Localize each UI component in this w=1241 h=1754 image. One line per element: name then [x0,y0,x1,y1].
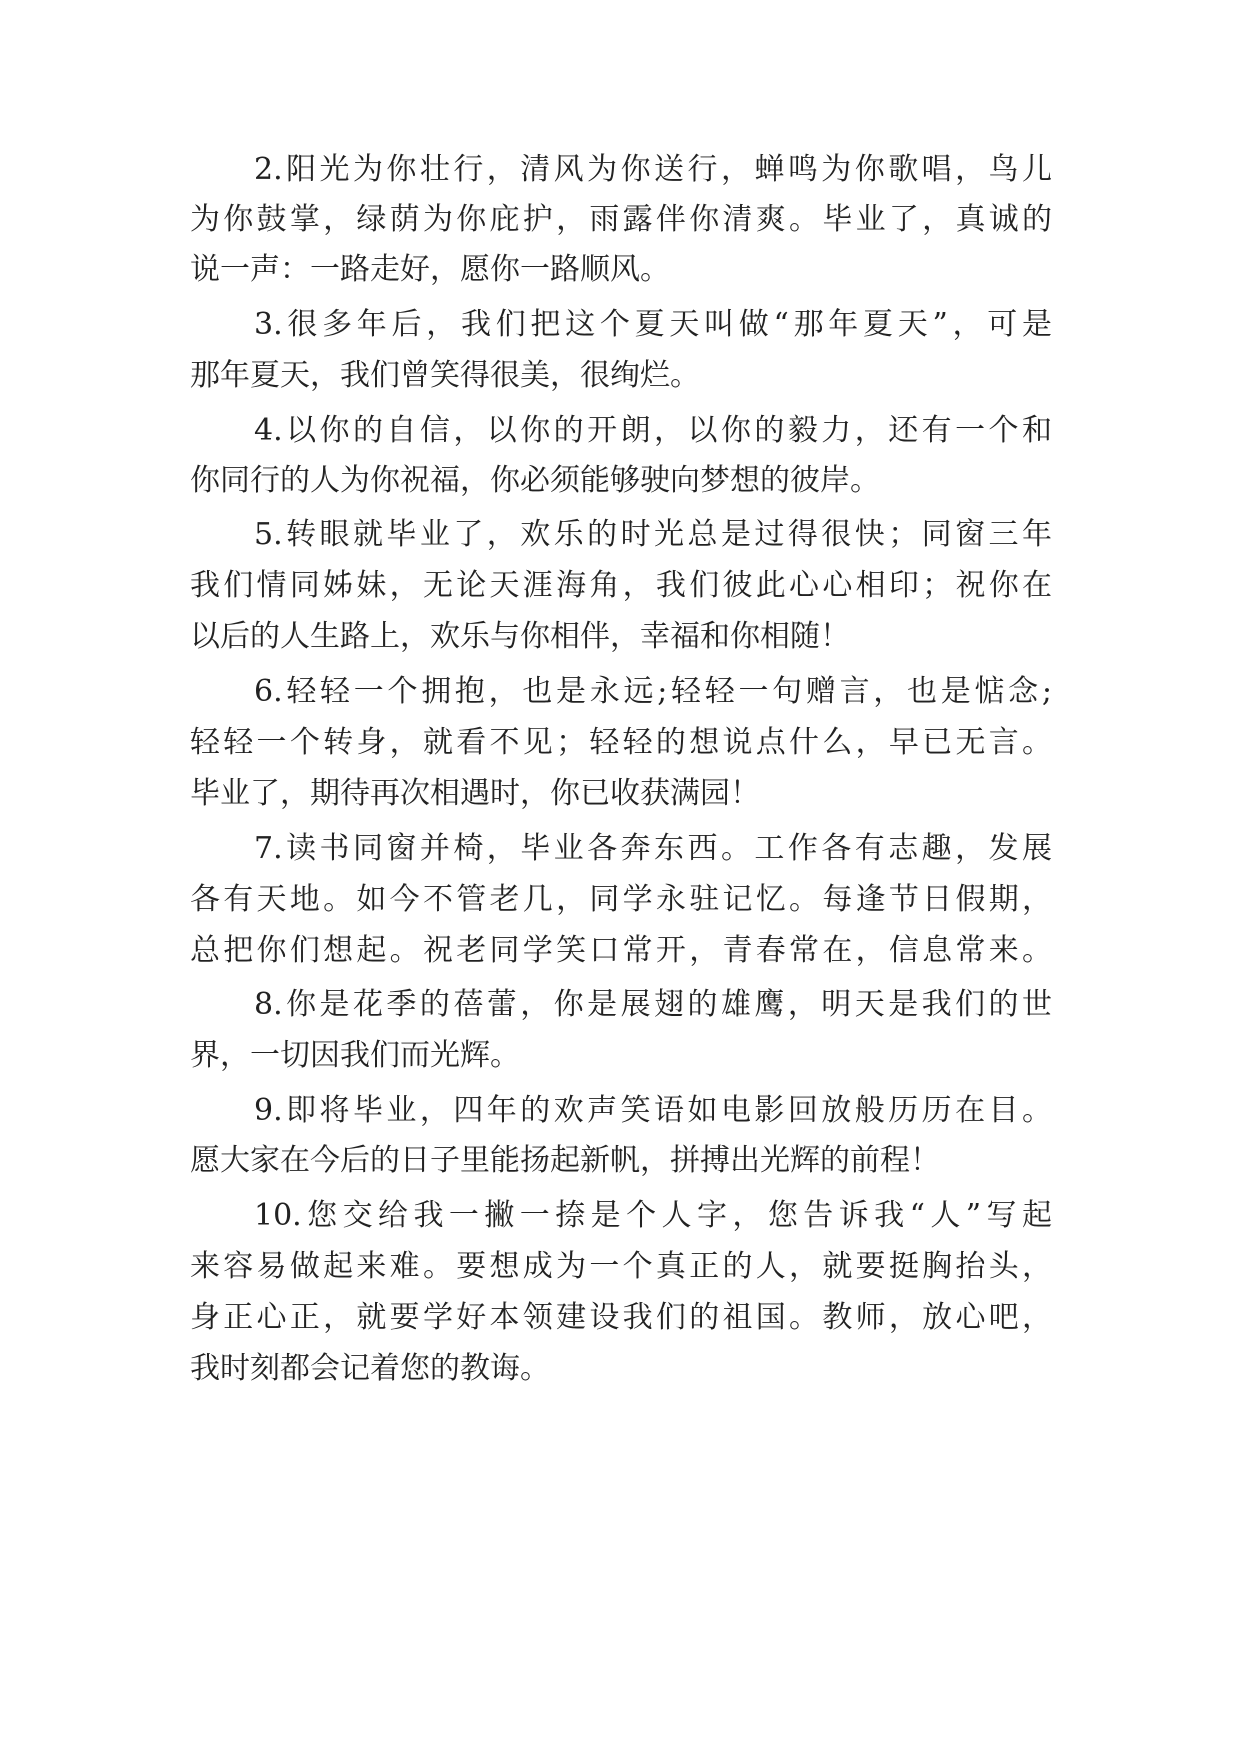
paragraph-6-line-3: 毕业了，期待再次相遇时，你已收获满园！ [190,776,760,811]
paragraph-5-line-1: 5.转眼就毕业了，欢乐的时光总是过得很快；同窗三年 [254,517,1052,552]
paragraph-3-line-2: 那年夏天，我们曾笑得很美，很绚烂。 [190,358,700,393]
paragraph-4-line-1: 4.以你的自信，以你的开朗，以你的毅力，还有一个和 [254,413,1052,448]
paragraph-3-line-1: 3.很多年后，我们把这个夏天叫做“那年夏天”，可是 [254,307,1052,342]
paragraph-8-line-1: 8.你是花季的蓓蕾，你是展翅的雄鹰，明天是我们的世 [254,987,1052,1022]
paragraph-2-line-1: 2.阳光为你壮行，清风为你送行，蝉鸣为你歌唱，鸟儿 [254,152,1052,187]
paragraph-10-line-2: 来容易做起来难。要想成为一个真正的人，就要挺胸抬头， [190,1249,1052,1284]
paragraph-6-line-2: 轻轻一个转身，就看不见；轻轻的想说点什么，早已无言。 [190,725,1052,760]
paragraph-9-line-2: 愿大家在今后的日子里能扬起新帆，拼搏出光辉的前程！ [190,1143,940,1178]
paragraph-7-line-1: 7.读书同窗并椅，毕业各奔东西。工作各有志趣，发展 [254,831,1052,866]
paragraph-6-line-1: 6.轻轻一个拥抱，也是永远;轻轻一句赠言，也是惦念; [254,674,1052,709]
paragraph-10-line-3: 身正心正，就要学好本领建设我们的祖国。教师，放心吧， [190,1300,1052,1335]
paragraph-4-line-2: 你同行的人为你祝福，你必须能够驶向梦想的彼岸。 [190,463,880,498]
paragraph-2-line-2: 为你鼓掌，绿荫为你庇护，雨露伴你清爽。毕业了，真诚的 [190,202,1052,237]
paragraph-5-line-2: 我们情同姊妹，无论天涯海角，我们彼此心心相印；祝你在 [190,568,1052,603]
paragraph-10-line-1: 10.您交给我一撇一捺是个人字，您告诉我“人”写起 [254,1198,1052,1233]
paragraph-7-line-2: 各有天地。如今不管老几，同学永驻记忆。每逢节日假期， [190,882,1052,917]
paragraph-8-line-2: 界，一切因我们而光辉。 [190,1038,520,1073]
paragraph-9-line-1: 9.即将毕业，四年的欢声笑语如电影回放般历历在目。 [254,1093,1052,1128]
paragraph-5-line-3: 以后的人生路上，欢乐与你相伴，幸福和你相随！ [190,619,850,654]
paragraph-10-line-4: 我时刻都会记着您的教诲。 [190,1351,550,1386]
paragraph-2-line-3: 说一声：一路走好，愿你一路顺风。 [190,252,670,287]
paragraph-7-line-3: 总把你们想起。祝老同学笑口常开，青春常在，信息常来。 [190,933,1052,968]
